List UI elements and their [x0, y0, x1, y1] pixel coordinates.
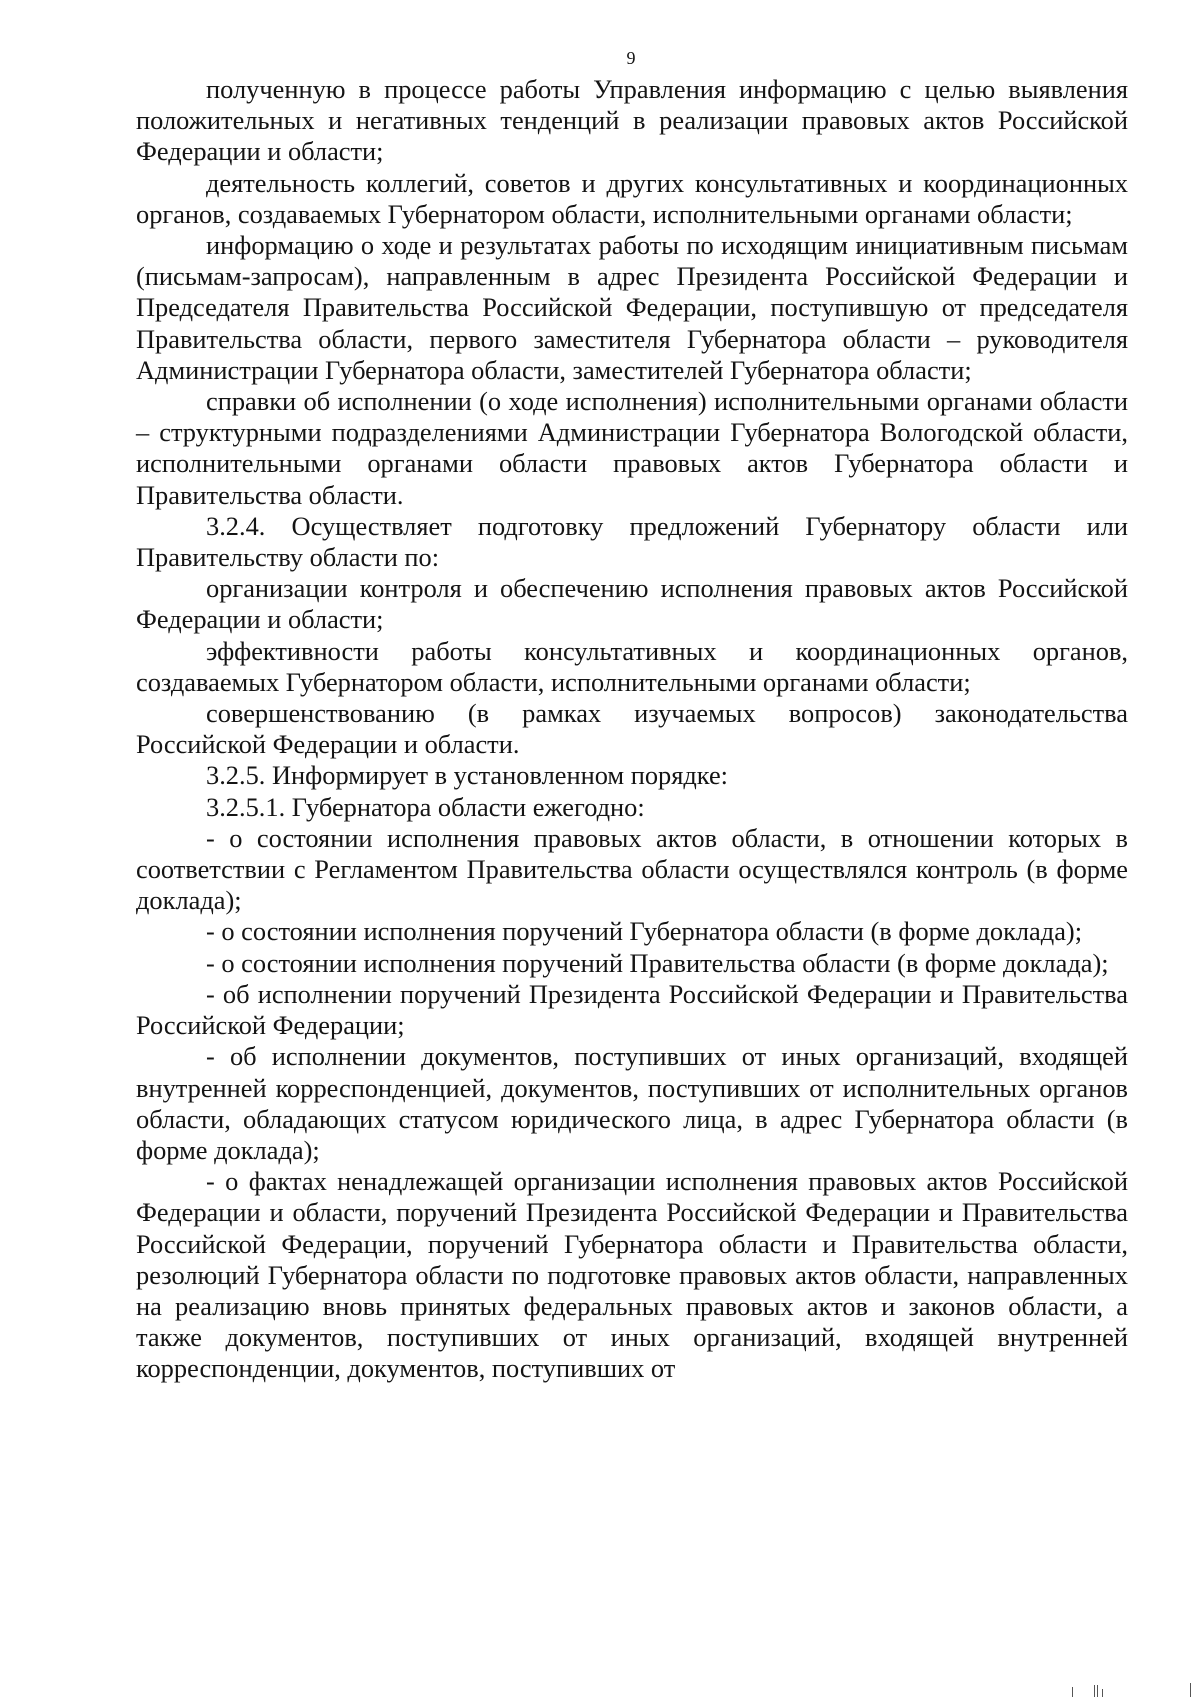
paragraph: совершенствованию (в рамках изучаемых вопросов) законодательства Российской Федерации и области.: [136, 698, 1128, 760]
paragraph: эффективности работы консультативных и координационных органов, создаваемых Губернатором области, исполнительными органами области;: [136, 635, 1128, 697]
paragraph: 3.2.5.1. Губернатора области ежегодно:: [206, 791, 645, 822]
paragraph: информацию о ходе и результатах работы по исходящим инициативным письмам (письмам-запросам), направленным в адрес Президента Российской Федерации и Председателя Правительства Российской Федерации, поступившую от председателя Правительства области, первого заместителя Губернатора области – руководителя Администрации Губернатора области, заместителей Губернатора области;: [136, 230, 1128, 385]
paragraph: - об исполнении документов, поступивших от иных организаций, входящей внутренней корреспонденцией, документов, поступивших от исполнительных органов области, обладающих статусом юридического лица, в адрес Губернатора области (в форме доклада);: [136, 1041, 1128, 1165]
paragraph: организации контроля и обеспечению исполнения правовых актов Российской Федерации и области;: [136, 573, 1128, 635]
paragraph: - о состоянии исполнения поручений Губернатора области (в форме доклада);: [206, 916, 1083, 947]
paragraph: - о состоянии исполнения правовых актов области, в отношении которых в соответствии с Регламентом Правительства области осуществлялся контроль (в форме доклада);: [136, 822, 1128, 916]
paragraph: 3.2.5. Информирует в установленном порядке:: [206, 760, 728, 791]
paragraph: полученную в процессе работы Управления информацию с целью выявления положительных и негативных тенденций в реализации правовых актов Российской Федерации и области;: [136, 74, 1128, 167]
paragraph: - о состоянии исполнения поручений Правительства области (в форме доклада);: [206, 947, 1109, 978]
paragraph: деятельность коллегий, советов и других консультативных и координационных органов, создаваемых Губернатором области, исполнительными органами области;: [136, 167, 1128, 229]
paragraph: - о фактах ненадлежащей организации исполнения правовых актов Российской Федерации и области, поручений Президента Российской Федерации и Правительства Российской Федерации, поручений Губернатора области и Правительства области, резолюций Губернатора области по подготовке правовых актов области, направленных на реализацию вновь принятых федеральных правовых актов и законов области, а также документов, поступивших от иных организаций, входящей внутренней корреспонденции, документов, поступивших от: [136, 1166, 1128, 1384]
document-body: [136, 74, 1128, 1385]
scan-edge-marks: [1020, 1677, 1200, 1697]
paragraph: справки об исполнении (о ходе исполнения) исполнительными органами области – структурными подразделениями Администрации Губернатора Вологодской области, исполнительными органами области правовых актов Губернатора области и Правительства области.: [136, 386, 1128, 510]
page-number: 9: [626, 48, 636, 68]
paragraph: - об исполнении поручений Президента Российской Федерации и Правительства Российской Федерации;: [136, 978, 1128, 1041]
paragraph: 3.2.4. Осуществляет подготовку предложений Губернатору области или Правительству области по:: [136, 510, 1128, 573]
